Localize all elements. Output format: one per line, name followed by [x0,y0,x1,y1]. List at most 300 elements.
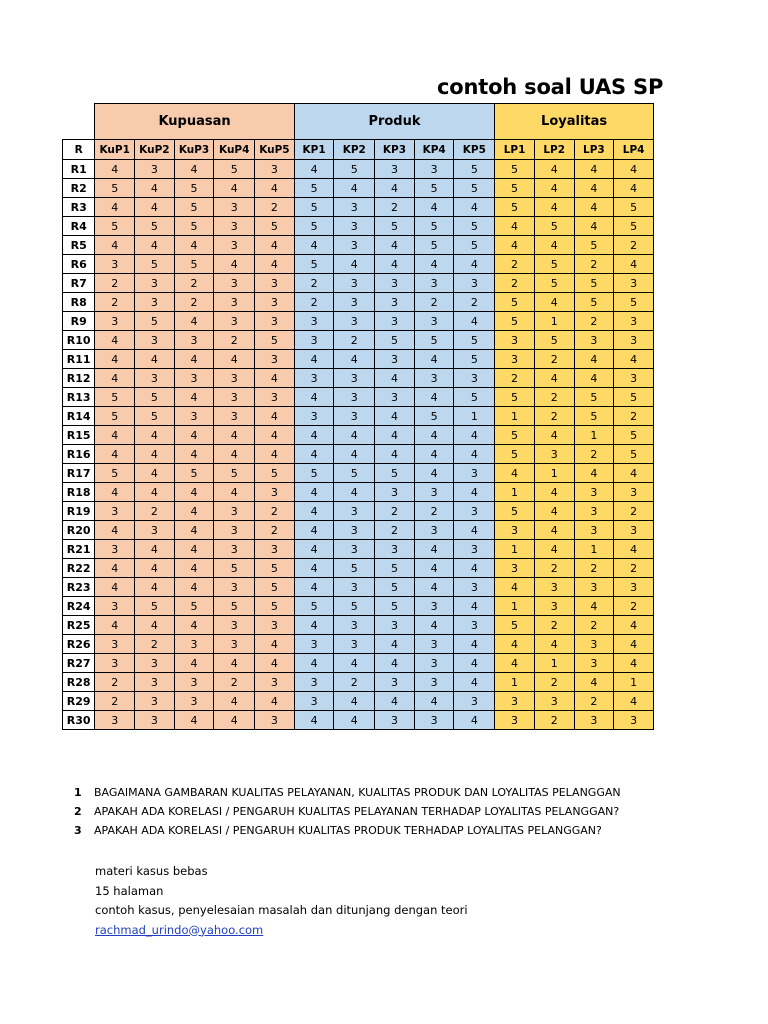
table-row [63,654,654,673]
table-cell: 2 [534,616,574,635]
table-cell: 4 [255,179,295,198]
table-cell: 5 [614,445,654,464]
table-cell: 3 [214,369,255,388]
table-row [63,369,654,388]
column-header: LP1 [495,140,535,160]
table-cell: 3 [414,160,454,179]
table-cell: 4 [534,179,574,198]
table-cell: 3 [454,502,495,521]
table-cell: 3 [95,540,135,559]
table-cell: 5 [495,198,535,217]
table-cell: 2 [214,331,255,350]
table-cell: 3 [375,293,415,312]
table-cell: 4 [135,578,175,597]
table-row [63,464,654,483]
table-cell: 4 [294,711,334,730]
table-cell: 4 [574,597,614,616]
table-cell: 5 [454,217,495,236]
table-cell: 4 [375,635,415,654]
row-label: R4 [63,217,95,236]
table-cell: 4 [334,711,375,730]
table-cell: 4 [534,293,574,312]
column-header: KP3 [375,140,415,160]
table-cell: 5 [495,160,535,179]
table-cell: 4 [375,369,415,388]
row-label: R27 [63,654,95,673]
table-cell: 5 [174,198,214,217]
table-cell: 3 [375,711,415,730]
table-cell: 3 [334,312,375,331]
table-cell: 4 [174,521,214,540]
table-cell: 3 [375,350,415,369]
column-header: KuP2 [135,140,175,160]
table-cell: 5 [95,407,135,426]
table-cell: 4 [214,179,255,198]
table-cell: 3 [135,160,175,179]
table-cell: 3 [174,692,214,711]
table-cell: 3 [334,540,375,559]
table-cell: 3 [174,369,214,388]
table-cell: 4 [495,217,535,236]
table-cell: 1 [495,407,535,426]
table-cell: 3 [255,540,295,559]
table-cell: 4 [255,635,295,654]
table-cell: 4 [454,673,495,692]
table-cell: 4 [95,236,135,255]
table-cell: 4 [414,426,454,445]
table-row [63,217,654,236]
table-cell: 4 [174,312,214,331]
table-cell: 2 [454,293,495,312]
table-cell: 4 [294,445,334,464]
table-cell: 2 [214,673,255,692]
column-header: LP2 [534,140,574,160]
table-cell: 3 [174,331,214,350]
table-cell: 4 [454,198,495,217]
column-header: LP3 [574,140,614,160]
table-cell: 3 [334,388,375,407]
table-cell: 5 [414,217,454,236]
table-cell: 4 [214,445,255,464]
table-cell: 2 [574,445,614,464]
table-cell: 4 [294,521,334,540]
table-cell: 2 [375,521,415,540]
table-cell: 4 [95,616,135,635]
table-cell: 4 [334,483,375,502]
table-cell: 5 [614,388,654,407]
table-cell: 4 [95,578,135,597]
table-cell: 3 [574,331,614,350]
row-label: R6 [63,255,95,274]
column-header: KuP4 [214,140,255,160]
table-cell: 4 [294,236,334,255]
table-cell: 3 [454,464,495,483]
question-number: 3 [74,824,82,837]
table-cell: 2 [294,293,334,312]
table-cell: 4 [255,407,295,426]
table-cell: 2 [334,673,375,692]
table-cell: 4 [174,654,214,673]
table-cell: 3 [135,654,175,673]
table-cell: 4 [255,692,295,711]
table-cell: 4 [534,521,574,540]
data-table [62,103,654,730]
table-cell: 2 [614,597,654,616]
table-cell: 4 [454,255,495,274]
table-cell: 5 [534,255,574,274]
table-cell: 3 [414,369,454,388]
table-cell: 3 [614,711,654,730]
table-cell: 5 [255,597,295,616]
table-cell: 3 [95,597,135,616]
table-cell: 4 [294,502,334,521]
table-cell: 5 [574,293,614,312]
table-row [63,426,654,445]
row-label: R25 [63,616,95,635]
table-cell: 3 [334,369,375,388]
table-cell: 2 [574,692,614,711]
table-row [63,445,654,464]
table-cell: 3 [255,274,295,293]
table-cell: 2 [255,521,295,540]
table-cell: 1 [495,483,535,502]
table-cell: 4 [414,692,454,711]
table-cell: 5 [255,559,295,578]
table-cell: 4 [375,445,415,464]
table-row [63,388,654,407]
table-row [63,597,654,616]
table-cell: 5 [174,179,214,198]
table-cell: 5 [495,312,535,331]
table-cell: 3 [614,483,654,502]
table-cell: 5 [495,426,535,445]
table-cell: 5 [135,255,175,274]
table-cell: 4 [454,312,495,331]
table-cell: 3 [414,711,454,730]
table-cell: 2 [294,274,334,293]
table-cell: 3 [255,616,295,635]
table-cell: 5 [495,388,535,407]
table-cell: 3 [614,331,654,350]
table-cell: 4 [534,540,574,559]
table-cell: 2 [414,502,454,521]
table-cell: 3 [135,673,175,692]
table-cell: 4 [255,236,295,255]
table-cell: 4 [614,255,654,274]
table-cell: 3 [574,521,614,540]
table-cell: 5 [495,179,535,198]
table-cell: 4 [135,426,175,445]
table-cell: 4 [375,236,415,255]
table-cell: 4 [495,578,535,597]
row-label: R26 [63,635,95,654]
table-cell: 4 [614,350,654,369]
column-header: KP2 [334,140,375,160]
table-cell: 5 [574,274,614,293]
table-row [63,198,654,217]
table-cell: 4 [614,179,654,198]
table-cell: 5 [255,331,295,350]
table-cell: 4 [574,198,614,217]
table-cell: 3 [255,312,295,331]
table-cell: 2 [375,198,415,217]
table-cell: 5 [135,597,175,616]
table-row [63,540,654,559]
table-cell: 5 [294,255,334,274]
table-cell: 3 [614,312,654,331]
table-cell: 2 [614,407,654,426]
table-cell: 5 [174,464,214,483]
table-cell: 5 [495,616,535,635]
row-label: R11 [63,350,95,369]
group-header-kepuasan: Kupuasan [95,104,294,140]
table-cell: 5 [375,597,415,616]
row-label: R7 [63,274,95,293]
row-label: R19 [63,502,95,521]
table-cell: 5 [294,597,334,616]
table-cell: 3 [255,293,295,312]
table-cell: 5 [334,464,375,483]
table-cell: 4 [174,711,214,730]
table-cell: 4 [174,236,214,255]
table-cell: 3 [414,312,454,331]
question-number: 2 [74,805,82,818]
table-cell: 3 [214,521,255,540]
table-cell: 5 [495,293,535,312]
table-cell: 5 [255,464,295,483]
table-cell: 4 [375,654,415,673]
table-cell: 2 [614,559,654,578]
table-cell: 3 [495,350,535,369]
table-cell: 1 [534,654,574,673]
table-cell: 3 [95,654,135,673]
table-cell: 4 [614,654,654,673]
table-row [63,236,654,255]
table-cell: 4 [294,388,334,407]
note-line: contoh kasus, penyelesaian masalah dan ditunjang dengan teori [95,903,468,917]
question-item [70,783,768,802]
group-header-row [63,104,654,140]
corner-cell [63,104,95,140]
table-cell: 4 [375,179,415,198]
table-cell: 4 [135,350,175,369]
note-line: materi kasus bebas [95,864,208,878]
table-cell: 5 [255,578,295,597]
table-cell: 3 [214,217,255,236]
table-cell: 4 [214,483,255,502]
table-cell: 4 [174,388,214,407]
table-cell: 4 [454,483,495,502]
table-cell: 3 [135,369,175,388]
row-label: R2 [63,179,95,198]
table-cell: 3 [375,616,415,635]
table-cell: 4 [174,426,214,445]
table-cell: 4 [95,445,135,464]
table-cell: 3 [414,274,454,293]
table-cell: 5 [454,179,495,198]
table-cell: 3 [135,331,175,350]
table-cell: 5 [414,331,454,350]
table-cell: 3 [454,578,495,597]
table-cell: 4 [534,236,574,255]
table-cell: 2 [495,274,535,293]
table-cell: 1 [495,673,535,692]
table-row [63,274,654,293]
table-cell: 5 [135,217,175,236]
column-header: KP1 [294,140,334,160]
table-cell: 3 [334,616,375,635]
column-header: KuP1 [95,140,135,160]
table-cell: 3 [294,331,334,350]
table-cell: 4 [534,198,574,217]
table-cell: 3 [174,635,214,654]
table-cell: 2 [534,350,574,369]
table-cell: 3 [495,692,535,711]
table-cell: 3 [334,502,375,521]
table-cell: 4 [255,255,295,274]
table-cell: 4 [255,445,295,464]
table-cell: 4 [574,179,614,198]
table-cell: 4 [414,198,454,217]
table-row [63,673,654,692]
table-cell: 5 [294,217,334,236]
table-cell: 2 [574,255,614,274]
table-cell: 3 [135,692,175,711]
table-cell: 1 [495,597,535,616]
table-row [63,255,654,274]
table-cell: 4 [135,540,175,559]
group-header-produk: Produk [294,104,494,140]
table-cell: 4 [174,540,214,559]
table-cell: 3 [574,654,614,673]
table-cell: 3 [375,274,415,293]
table-cell: 4 [294,616,334,635]
table-cell: 4 [614,160,654,179]
table-cell: 4 [414,445,454,464]
table-cell: 4 [95,160,135,179]
note-line: 15 halaman [95,883,164,898]
table-cell: 3 [574,578,614,597]
table-cell: 4 [574,369,614,388]
table-cell: 2 [95,692,135,711]
table-cell: 4 [534,369,574,388]
table-cell: 3 [614,578,654,597]
table-cell: 4 [135,179,175,198]
table-cell: 3 [534,692,574,711]
table-cell: 5 [534,274,574,293]
question-text: APAKAH ADA KORELASI / PENGARUH KUALITAS PRODUK TERHADAP LOYALITAS PELANGGAN? [94,824,602,837]
table-cell: 4 [334,350,375,369]
table-cell: 2 [135,502,175,521]
table-cell: 2 [95,274,135,293]
table-cell: 4 [214,654,255,673]
table-cell: 3 [334,236,375,255]
table-cell: 4 [414,616,454,635]
table-cell: 3 [574,502,614,521]
table-cell: 3 [375,673,415,692]
table-cell: 4 [454,559,495,578]
table-cell: 3 [294,407,334,426]
table-cell: 3 [255,350,295,369]
table-cell: 3 [135,293,175,312]
table-cell: 5 [294,198,334,217]
table-cell: 1 [495,540,535,559]
column-header: R [63,140,95,160]
table-cell: 3 [214,388,255,407]
table-row [63,179,654,198]
table-cell: 4 [454,445,495,464]
table-row [63,521,654,540]
table-cell: 4 [294,426,334,445]
table-cell: 4 [95,559,135,578]
table-cell: 4 [375,407,415,426]
table-cell: 3 [214,407,255,426]
table-cell: 4 [95,483,135,502]
table-cell: 5 [95,464,135,483]
row-label: R15 [63,426,95,445]
table-cell: 5 [214,464,255,483]
table-cell: 5 [375,217,415,236]
table-cell: 4 [534,635,574,654]
table-cell: 2 [255,198,295,217]
table-cell: 5 [454,236,495,255]
table-cell: 4 [174,160,214,179]
table-cell: 5 [454,388,495,407]
table-cell: 3 [334,274,375,293]
table-row [63,635,654,654]
table-cell: 1 [534,464,574,483]
table-cell: 3 [255,711,295,730]
table-row [63,483,654,502]
table-cell: 5 [214,160,255,179]
row-label: R8 [63,293,95,312]
table-cell: 3 [255,388,295,407]
table-cell: 5 [375,331,415,350]
table-cell: 4 [614,635,654,654]
table-cell: 4 [294,350,334,369]
table-cell: 4 [614,540,654,559]
table-cell: 3 [214,293,255,312]
table-cell: 4 [135,616,175,635]
table-cell: 1 [574,540,614,559]
table-cell: 3 [414,483,454,502]
table-row [63,692,654,711]
table-cell: 1 [534,312,574,331]
row-label: R12 [63,369,95,388]
table-cell: 2 [375,502,415,521]
table-cell: 4 [414,350,454,369]
table-cell: 5 [334,597,375,616]
table-cell: 4 [454,711,495,730]
table-cell: 3 [135,521,175,540]
table-cell: 2 [334,331,375,350]
table-cell: 5 [334,559,375,578]
table-cell: 4 [95,331,135,350]
table-cell: 4 [135,559,175,578]
email-link[interactable]: rachmad_urindo@yahoo.com [95,922,264,937]
table-cell: 4 [214,711,255,730]
table-cell: 2 [495,255,535,274]
table-cell: 5 [135,388,175,407]
table-cell: 4 [334,426,375,445]
table-cell: 3 [614,274,654,293]
table-cell: 4 [574,350,614,369]
table-cell: 4 [414,388,454,407]
table-cell: 3 [454,369,495,388]
notes-block [95,862,695,940]
table-cell: 4 [414,559,454,578]
row-label: R24 [63,597,95,616]
